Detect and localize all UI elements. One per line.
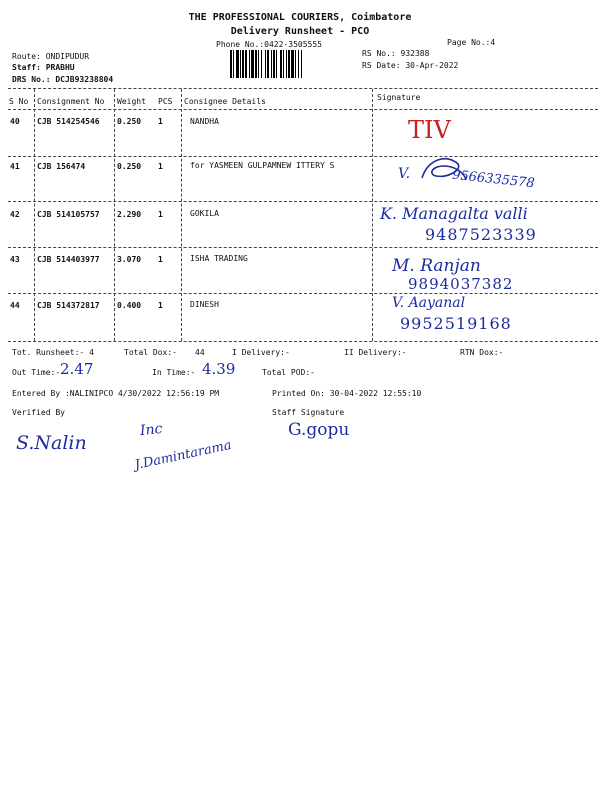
row-consignee: NANDHA <box>190 117 219 126</box>
row-consignee: for YASMEEN GULPAMNEW ITTERY S <box>190 161 335 170</box>
entered-by: Entered By :NALINIPCO 4/30/2022 12:56:19 PM <box>12 389 220 398</box>
row-divider <box>8 293 598 294</box>
barcode <box>230 50 348 78</box>
i-delivery: I Delivery:- <box>232 348 290 357</box>
total-pod-label: Total POD:- <box>262 368 315 377</box>
row-pcs: 1 <box>158 210 163 219</box>
column-divider <box>34 89 35 341</box>
row-consignment: CJB 514403977 <box>37 255 100 264</box>
row-consignee: ISHA TRADING <box>190 254 248 263</box>
signature-row43-phone: 9894037382 <box>408 275 514 293</box>
in-time-label: In Time:- <box>152 368 196 377</box>
verified-name-scrawl: J.Damintarama <box>133 437 233 474</box>
signature-row44-name: V. Aayanal <box>392 295 466 311</box>
page-number: Page No.:4 <box>447 38 496 47</box>
rs-number: RS No.: 932388 <box>362 49 430 58</box>
row-divider <box>8 247 598 248</box>
header-sno: S No <box>9 97 29 106</box>
row-weight: 0.400 <box>117 301 142 310</box>
column-divider <box>372 89 373 341</box>
verified-signature: S.Nalin <box>16 432 87 454</box>
drs-number: DRS No.: DCJB93238804 <box>12 75 114 84</box>
out-time-label: Out Time:- <box>12 368 61 377</box>
table-header-rule <box>8 109 598 110</box>
row-pcs: 1 <box>158 117 163 126</box>
row-sno: 43 <box>10 255 20 264</box>
staff: Staff: PRABHU <box>12 63 75 72</box>
row-sno: 41 <box>10 162 20 171</box>
table-top-rule <box>8 88 598 89</box>
phone-number: Phone No.:0422-3505555 <box>216 40 322 49</box>
signature-row43-name: M. Ranjan <box>392 256 481 276</box>
row-sno: 44 <box>10 301 20 310</box>
row-weight: 3.070 <box>117 255 142 264</box>
row-consignment: CJB 514254546 <box>37 117 100 126</box>
row-consignee: DINESH <box>190 300 219 309</box>
row-divider <box>8 201 598 202</box>
row-consignment: CJB 514105757 <box>37 210 100 219</box>
signature-row42-phone: 9487523339 <box>425 225 537 244</box>
signature-row40: TIV <box>408 116 451 144</box>
column-divider <box>114 89 115 341</box>
row-pcs: 1 <box>158 255 163 264</box>
row-weight: 2.290 <box>117 210 142 219</box>
header-weight: Weight <box>117 97 146 106</box>
row-pcs: 1 <box>158 301 163 310</box>
verified-by-label: Verified By <box>12 408 65 417</box>
header-signature: Signature <box>377 93 421 102</box>
out-time-value: 2.47 <box>60 360 94 378</box>
document-title: Delivery Runsheet - PCO <box>230 26 370 37</box>
staff-signature-label: Staff Signature <box>272 408 345 417</box>
row-consignment: CJB 514372817 <box>37 301 100 310</box>
row-weight: 0.250 <box>117 162 142 171</box>
total-runsheet: Tot. Runsheet:- 4 <box>12 348 94 357</box>
rs-date: RS Date: 30-Apr-2022 <box>362 61 459 70</box>
signature-row42-name: K. Managalta valli <box>380 204 528 223</box>
signature-row41-phone: 9566335578 <box>451 167 536 192</box>
row-pcs: 1 <box>158 162 163 171</box>
row-sno: 40 <box>10 117 20 126</box>
row-divider <box>8 156 598 157</box>
company-name: THE PROFESSIONAL COURIERS, Coimbatore <box>188 12 412 23</box>
route: Route: ONDIPUDUR <box>12 52 90 61</box>
row-weight: 0.250 <box>117 117 142 126</box>
header-consignment: Consignment No <box>37 97 105 106</box>
rtn-dox: RTN Dox:- <box>460 348 504 357</box>
ii-delivery: II Delivery:- <box>344 348 407 357</box>
row-consignee: GOKILA <box>190 209 219 218</box>
total-dox-label: Total Dox:- <box>124 348 177 357</box>
in-time-value: 4.39 <box>202 360 236 378</box>
column-divider <box>181 89 182 341</box>
signature-row41-initial: V. <box>398 166 411 182</box>
printed-on: Printed On: 30-04-2022 12:55:10 <box>272 389 422 398</box>
verified-initial: Inc <box>139 420 164 440</box>
table-bottom-rule <box>8 341 598 342</box>
signature-row44-phone: 9952519168 <box>400 314 512 333</box>
barcode-bar <box>302 50 303 78</box>
header-consignee: Consignee Details <box>184 97 266 106</box>
total-dox-value: 44 <box>195 348 205 357</box>
header-pcs: PCS <box>158 97 173 106</box>
row-sno: 42 <box>10 210 20 219</box>
staff-signature: G.gopu <box>288 420 350 440</box>
row-consignment: CJB 156474 <box>37 162 86 171</box>
